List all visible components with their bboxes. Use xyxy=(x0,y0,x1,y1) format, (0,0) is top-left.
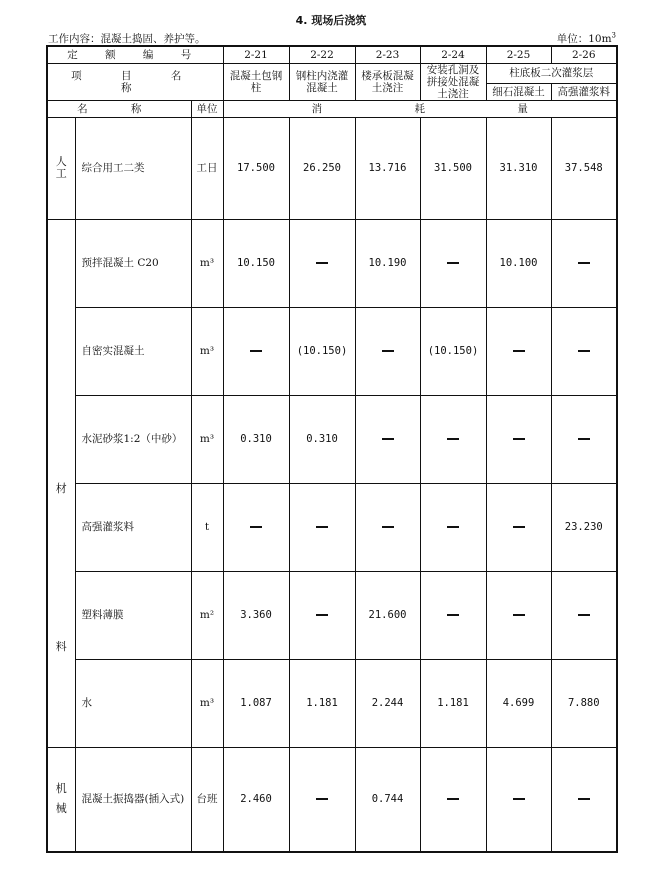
row-name: 水 xyxy=(75,659,191,747)
row-unit: 工日 xyxy=(191,117,223,219)
row-name: 预拌混凝土 C20 xyxy=(75,219,191,307)
value-cell: 10.150 xyxy=(223,219,289,307)
item-label: 项 目 名 称 xyxy=(47,63,223,100)
dash-mark xyxy=(316,614,328,616)
sub-item-cell: 细石混凝土 xyxy=(486,84,551,101)
value-cell: 3.360 xyxy=(223,571,289,659)
dash-mark xyxy=(513,526,525,528)
value-cell xyxy=(551,747,617,852)
code-label: 定 额 编 号 xyxy=(47,46,223,63)
item-cell-group: 柱底板二次灌浆层 xyxy=(486,63,617,84)
value-cell: 2.244 xyxy=(355,659,420,747)
dash-mark xyxy=(250,350,262,352)
item-cell: 钢柱内浇灌混凝土 xyxy=(289,63,355,100)
value-cell: 1.181 xyxy=(289,659,355,747)
value-cell xyxy=(551,395,617,483)
value-cell xyxy=(289,747,355,852)
row-name: 综合用工二类 xyxy=(75,117,191,219)
dash-mark xyxy=(382,438,394,440)
dash-mark xyxy=(250,526,262,528)
value-cell xyxy=(355,395,420,483)
dash-mark xyxy=(578,614,590,616)
value-cell xyxy=(420,483,486,571)
dash-mark xyxy=(578,262,590,264)
category-labor: 人 工 xyxy=(47,117,75,219)
row-unit: m³ xyxy=(191,659,223,747)
table-row xyxy=(47,219,617,307)
table-row xyxy=(47,307,617,395)
item-cell: 安装孔洞及拼接处混凝土浇注 xyxy=(420,63,486,100)
table-row xyxy=(47,659,617,747)
row-name: 塑料薄膜 xyxy=(75,571,191,659)
code-cell: 2-21 xyxy=(223,46,289,63)
work-content: 工作内容：混凝土捣固、养护等。 xyxy=(48,33,206,45)
dash-mark xyxy=(513,438,525,440)
unit-label: 单位：$10m^3$ xyxy=(556,31,616,45)
dash-mark xyxy=(447,614,459,616)
name-label: 名 称 xyxy=(47,100,191,117)
table-row xyxy=(47,483,617,571)
dash-mark xyxy=(447,262,459,264)
dash-mark xyxy=(447,798,459,800)
row-name: 混凝土振捣器(插入式) xyxy=(75,747,191,852)
table-row xyxy=(47,395,617,483)
row-unit: t xyxy=(191,483,223,571)
value-cell: 10.100 xyxy=(486,219,551,307)
table-row xyxy=(47,571,617,659)
dash-mark xyxy=(382,350,394,352)
value-cell: 26.250 xyxy=(289,117,355,219)
item-cell: 楼承板混凝土浇注 xyxy=(355,63,420,100)
unit-col-label: 单位 xyxy=(191,100,223,117)
table-row xyxy=(47,117,617,219)
value-cell: 1.181 xyxy=(420,659,486,747)
value-cell: 23.230 xyxy=(551,483,617,571)
table-row xyxy=(47,747,617,852)
column-header-row xyxy=(47,100,617,117)
value-cell xyxy=(486,307,551,395)
sub-item-cell: 高强灌浆料 xyxy=(551,84,617,101)
code-cell: 2-22 xyxy=(289,46,355,63)
code-row xyxy=(47,46,617,63)
value-cell xyxy=(289,483,355,571)
value-cell: (10.150) xyxy=(420,307,486,395)
item-cell: 混凝土包钢柱 xyxy=(223,63,289,100)
value-cell xyxy=(289,571,355,659)
value-cell xyxy=(289,219,355,307)
value-cell: 17.500 xyxy=(223,117,289,219)
value-cell xyxy=(486,483,551,571)
value-cell: 1.087 xyxy=(223,659,289,747)
row-unit: m² xyxy=(191,571,223,659)
value-cell xyxy=(223,307,289,395)
value-cell xyxy=(420,747,486,852)
consumption-label: 消 耗 量 xyxy=(223,100,617,117)
value-cell: 31.310 xyxy=(486,117,551,219)
code-cell: 2-25 xyxy=(486,46,551,63)
value-cell xyxy=(420,571,486,659)
dash-mark xyxy=(447,526,459,528)
value-cell: 37.548 xyxy=(551,117,617,219)
value-cell: 0.310 xyxy=(289,395,355,483)
value-cell xyxy=(355,307,420,395)
quota-table xyxy=(46,45,618,853)
dash-mark xyxy=(447,438,459,440)
code-cell: 2-24 xyxy=(420,46,486,63)
value-cell: 0.744 xyxy=(355,747,420,852)
value-cell: (10.150) xyxy=(289,307,355,395)
row-unit: m³ xyxy=(191,395,223,483)
value-cell xyxy=(486,747,551,852)
item-row xyxy=(47,63,617,84)
row-unit: 台班 xyxy=(191,747,223,852)
dash-mark xyxy=(316,526,328,528)
code-cell: 2-26 xyxy=(551,46,617,63)
dash-mark xyxy=(513,798,525,800)
dash-mark xyxy=(382,526,394,528)
row-name: 自密实混凝土 xyxy=(75,307,191,395)
dash-mark xyxy=(316,798,328,800)
dash-mark xyxy=(578,438,590,440)
row-name: 水泥砂浆1:2（中砂） xyxy=(75,395,191,483)
value-cell: 7.880 xyxy=(551,659,617,747)
value-cell xyxy=(420,395,486,483)
row-name: 高强灌浆料 xyxy=(75,483,191,571)
dash-mark xyxy=(513,350,525,352)
row-unit: m³ xyxy=(191,219,223,307)
value-cell xyxy=(486,571,551,659)
value-cell xyxy=(486,395,551,483)
value-cell: 2.460 xyxy=(223,747,289,852)
value-cell xyxy=(355,483,420,571)
value-cell xyxy=(223,483,289,571)
dash-mark xyxy=(578,798,590,800)
value-cell: 31.500 xyxy=(420,117,486,219)
value-cell: 10.190 xyxy=(355,219,420,307)
value-cell xyxy=(420,219,486,307)
value-cell: 4.699 xyxy=(486,659,551,747)
value-cell: 13.716 xyxy=(355,117,420,219)
category-machine: 机 械 xyxy=(47,747,75,852)
value-cell xyxy=(551,571,617,659)
code-cell: 2-23 xyxy=(355,46,420,63)
value-cell: 0.310 xyxy=(223,395,289,483)
dash-mark xyxy=(513,614,525,616)
page-title: 4. 现场后浇筑 xyxy=(295,14,367,27)
category-material: 材 料 xyxy=(47,219,75,747)
row-unit: m³ xyxy=(191,307,223,395)
value-cell xyxy=(551,307,617,395)
value-cell: 21.600 xyxy=(355,571,420,659)
value-cell xyxy=(551,219,617,307)
dash-mark xyxy=(316,262,328,264)
dash-mark xyxy=(578,350,590,352)
